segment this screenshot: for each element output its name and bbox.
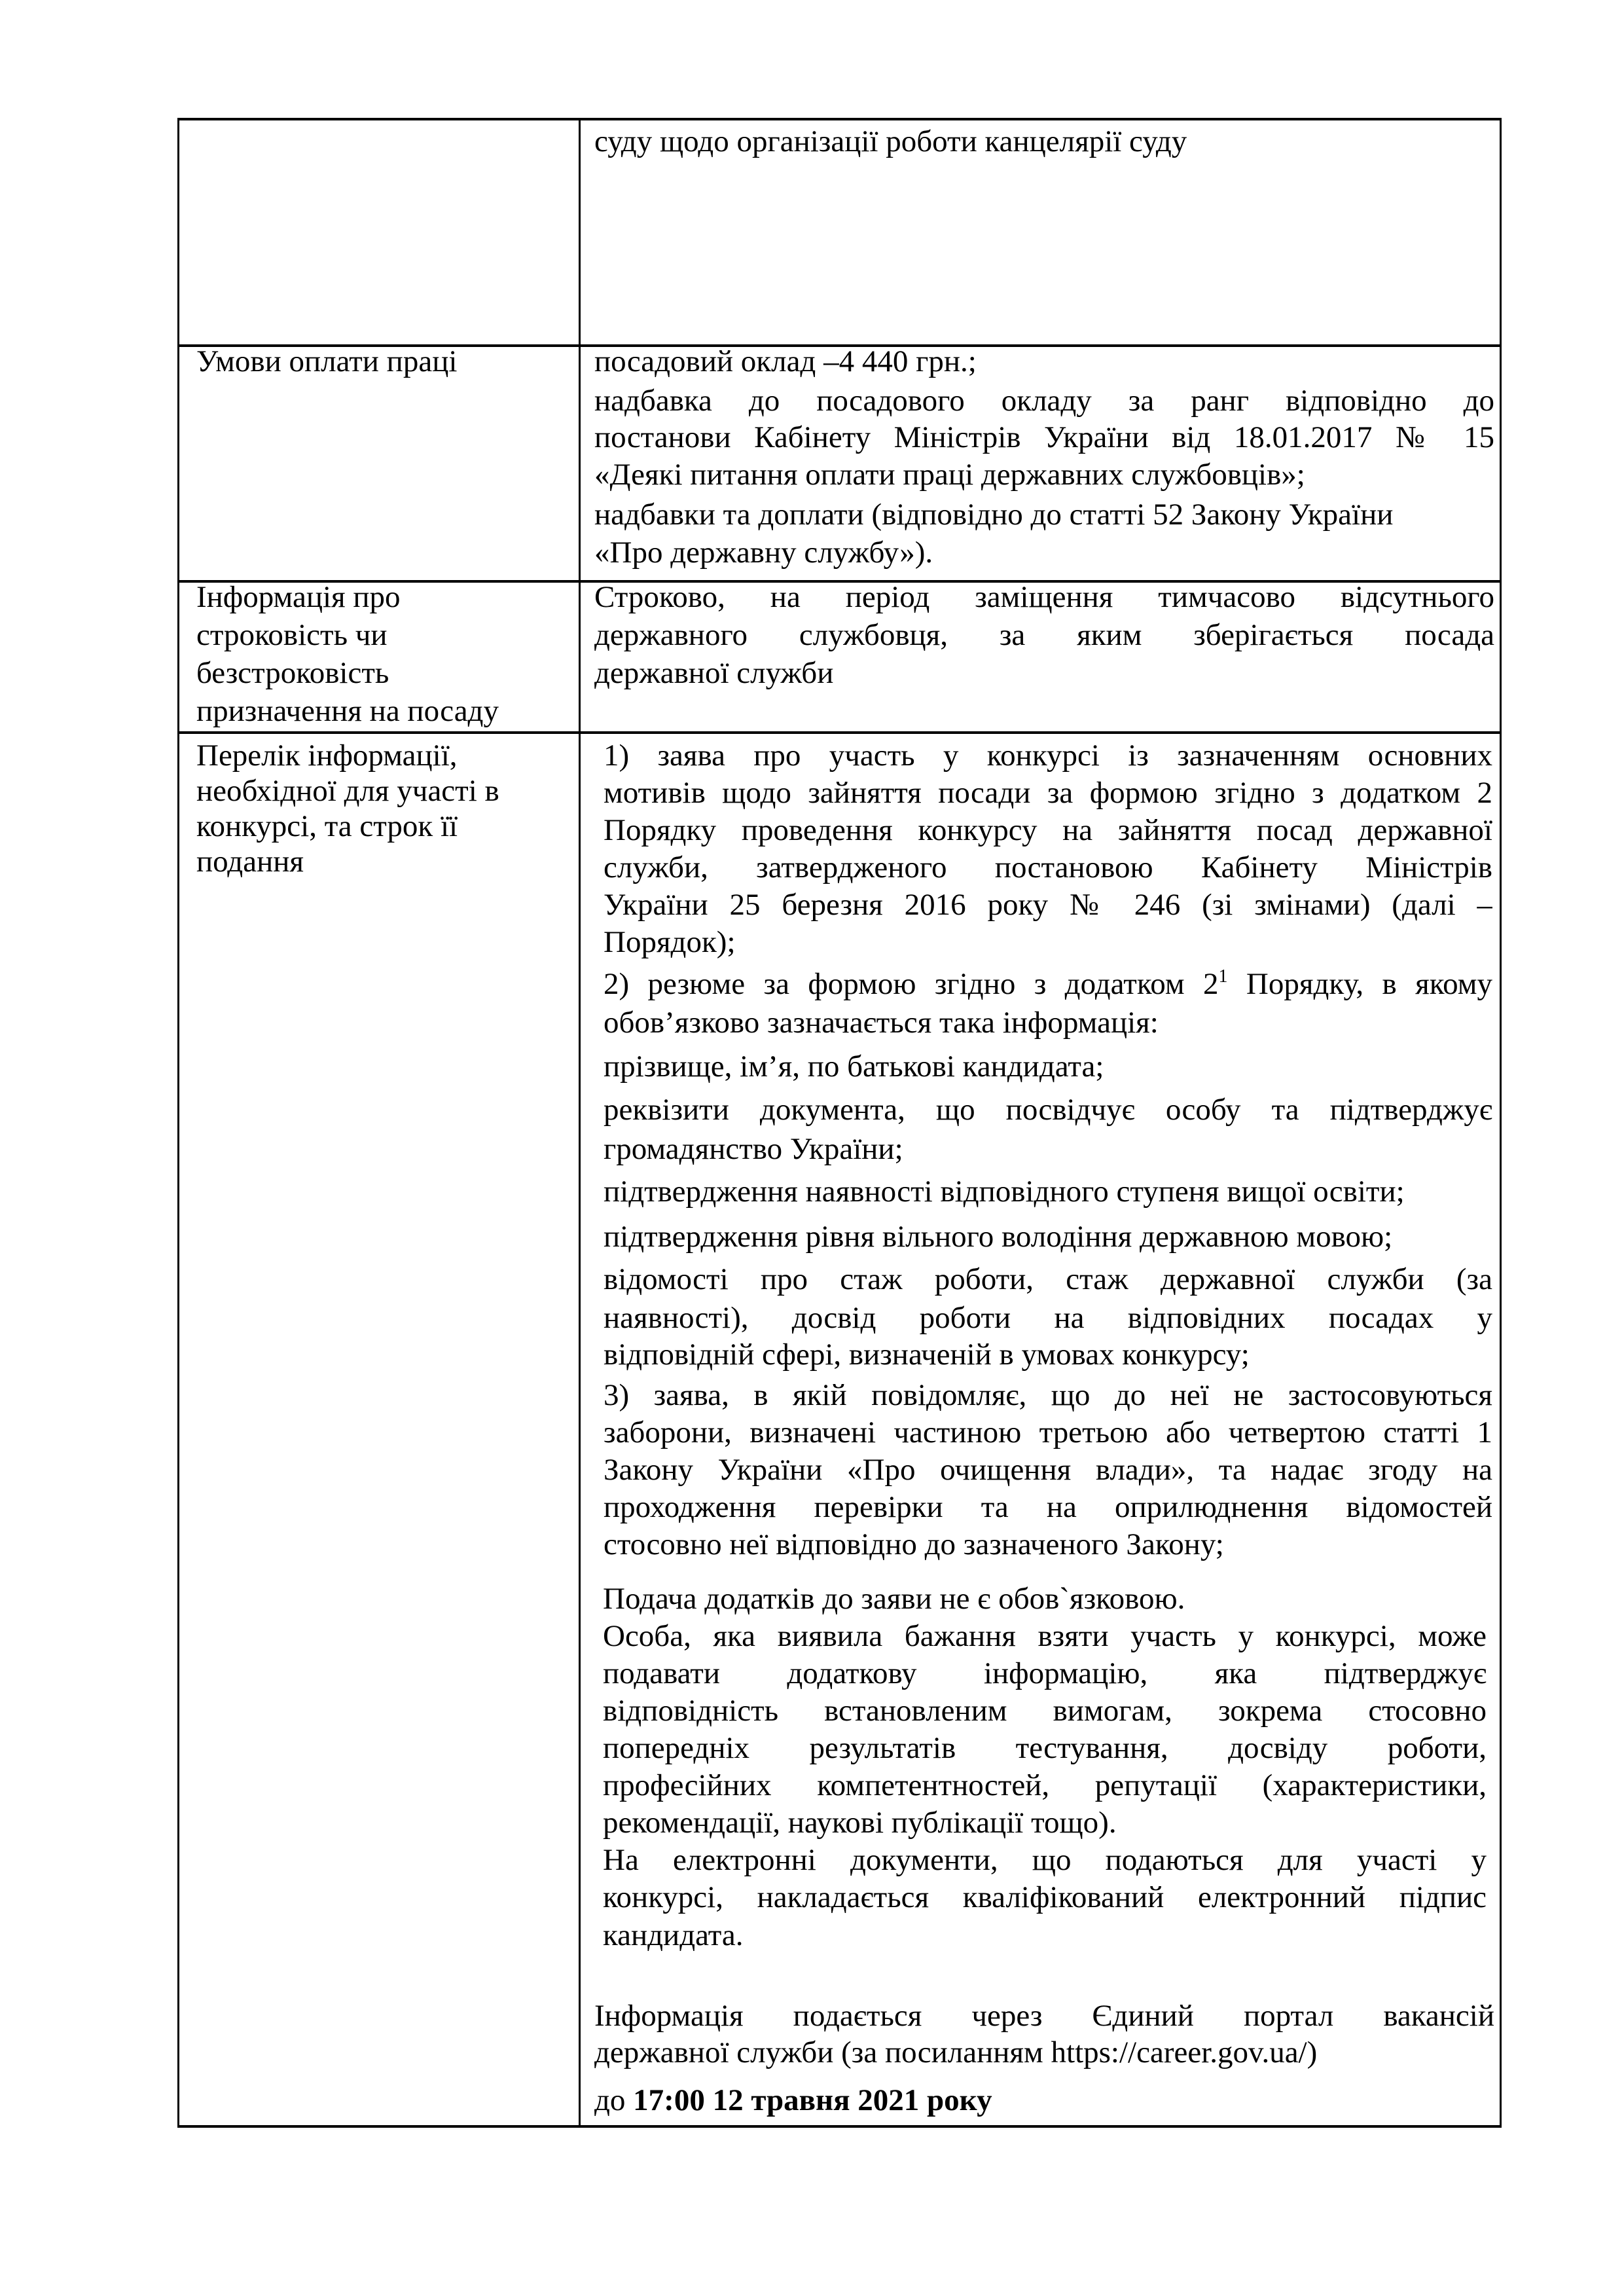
item2-line-with-superscript xyxy=(604,966,1492,1002)
note-line: На електронні документи, що подаються для участі у xyxy=(603,1843,1487,1877)
item2-text-pre: 2) резюме за формою згідно з додатком 2 xyxy=(604,967,1219,1001)
portal-info-text: державної служби (за посиланням https://career.gov.ua/) xyxy=(594,2035,1318,2069)
note-line: конкурсі, накладається кваліфікований електронний підпис xyxy=(603,1880,1487,1914)
item2-line: громадянство України; xyxy=(604,1132,903,1166)
item1-line: Порядку проведення конкурсу на зайняття посад державної xyxy=(604,813,1492,847)
row3-value-line: державної служби xyxy=(594,656,834,690)
item3-line: стосовно неї відповідно до зазначеного Закону; xyxy=(604,1527,1224,1561)
item2-line: реквізити документа, що посвідчує особу та підтверджує xyxy=(604,1093,1492,1127)
item1-line: служби, затвердженого постановою Кабінету Міністрів xyxy=(604,850,1492,884)
item3-line: Закону України «Про очищення влади», та надає згоду на xyxy=(604,1453,1492,1487)
item2-line: підтвердження рівня вільного володіння державною мовою; xyxy=(604,1220,1393,1254)
row4-label-line: Перелік інформації, xyxy=(196,738,458,773)
portal-info-line xyxy=(594,2034,1494,2071)
row2-value-line: посадовий оклад –4 440 грн.; xyxy=(594,344,977,378)
note-line: подавати додаткову інформацію, яка підтверджує xyxy=(603,1656,1487,1690)
item2-line: обов’язково зазначається така інформація: xyxy=(604,1006,1159,1040)
row3-label-line: безстроковість xyxy=(196,656,389,690)
row4-label-line: подання xyxy=(196,845,304,879)
table-bottom-border xyxy=(177,2125,1502,2128)
item2-line: відомості про стаж роботи, стаж державної служби (за xyxy=(604,1262,1492,1296)
row-divider-3 xyxy=(177,731,1502,734)
item2-line: прізвище, ім’я, по батькові кандидата; xyxy=(604,1049,1104,1084)
superscript: 1 xyxy=(1218,966,1228,987)
row1-value-line: суду щодо організації роботи канцелярії суду xyxy=(594,124,1187,158)
note-line: попередніх результатів тестування, досвіду роботи, xyxy=(603,1731,1487,1765)
row2-value-line: надбавка до посадового окладу за ранг відповідно до xyxy=(594,384,1494,418)
deadline-line xyxy=(594,2082,1494,2119)
item1-line: 1) заява про участь у конкурсі із зазначенням основних xyxy=(604,738,1492,773)
row4-label-line: конкурсі, та строк її xyxy=(196,809,458,843)
note-line: професійних компетентностей, репутації (характеристики, xyxy=(603,1768,1487,1802)
item2-line: підтвердження наявності відповідного ступеня вищої освіти; xyxy=(604,1175,1405,1209)
item1-line: мотивів щодо зайняття посади за формою згідно з додатком 2 xyxy=(604,776,1492,810)
row2-value-line: «Про державну службу»). xyxy=(594,536,933,570)
row2-value-line: «Деякі питання оплати праці державних службовців»; xyxy=(594,458,1305,492)
table-left-border xyxy=(177,118,179,2128)
item2-line: наявності), досвід роботи на відповідних посадах у xyxy=(604,1301,1492,1335)
row4-label-line: необхідної для участі в xyxy=(196,774,499,808)
deadline-value: 17:00 12 травня 2021 року xyxy=(633,2083,992,2117)
item3-line: заборони, визначені частиною третьою або четвертою статті 1 xyxy=(604,1415,1492,1449)
column-divider xyxy=(579,118,581,2128)
note-line: кандидата. xyxy=(603,1918,744,1952)
row2-value-line: надбавки та доплати (відповідно до статті 52 Закону України xyxy=(594,498,1394,532)
table-right-border xyxy=(1500,118,1502,2128)
row2-label: Умови оплати праці xyxy=(196,344,458,378)
row3-label-line: Інформація про xyxy=(196,580,401,614)
note-line: рекомендації, наукові публікації тощо). xyxy=(603,1806,1117,1840)
item2-line: відповідній сфері, визначеній в умовах конкурсу; xyxy=(604,1338,1250,1372)
row3-label-line: строковість чи xyxy=(196,618,388,652)
note-line: Подача додатків до заяви не є обов`язковою. xyxy=(603,1582,1185,1616)
note-line: відповідність встановленим вимогам, зокрема стосовно xyxy=(603,1694,1487,1728)
portal-info-line: Інформація подається через Єдиний портал вакансій xyxy=(594,1999,1494,2033)
note-line: Особа, яка виявила бажання взяти участь у конкурсі, може xyxy=(603,1619,1487,1653)
item3-line: проходження перевірки та на оприлюднення відомостей xyxy=(604,1490,1492,1524)
item1-line: України 25 березня 2016 року № 246 (зі змінами) (далі – xyxy=(604,888,1492,922)
row3-value-line: Строково, на період заміщення тимчасово відсутнього xyxy=(594,580,1494,614)
row2-value-line: постанови Кабінету Міністрів України від 18.01.2017 № 15 xyxy=(594,420,1494,454)
row3-value-line: державного службовця, за яким зберігається посада xyxy=(594,618,1494,652)
item3-line: 3) заява, в якій повідомляє, що до неї не застосовуються xyxy=(604,1378,1492,1412)
item1-line: Порядок); xyxy=(604,925,736,959)
deadline-prefix: до xyxy=(594,2083,634,2117)
row3-label-line: призначення на посаду xyxy=(196,694,499,728)
item2-text-post: Порядку, в якому xyxy=(1227,967,1492,1001)
table-top-border xyxy=(177,118,1502,120)
